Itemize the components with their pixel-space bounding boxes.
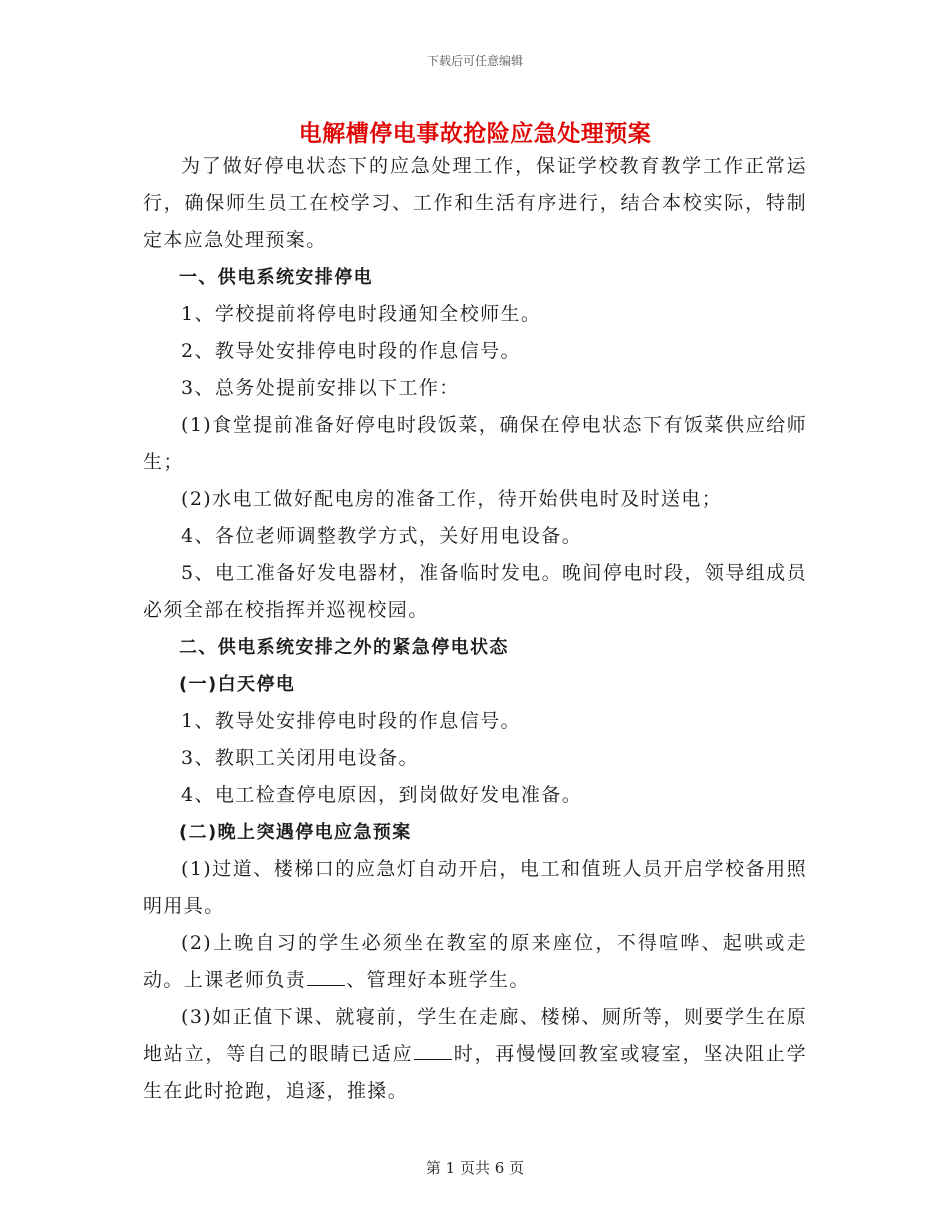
list-item: (1)过道、楼梯口的应急灯自动开启，电工和值班人员开启学校备用照明用具。 — [143, 858, 807, 917]
document-title: 电解槽停电事故抢险应急处理预案 — [298, 120, 652, 147]
list-item: 5、电工准备好发电器材，准备临时发电。晚间停电时段，领导组成员必须全部在校指挥并巡视校园。 — [143, 562, 807, 621]
subsection-heading-day: (一)白天停电 — [179, 674, 296, 695]
paragraph-text: 、管理好本班学生。 — [346, 969, 530, 991]
list-item: (1)食堂提前准备好停电时段饭菜，确保在停电状态下有饭菜供应给师生； — [143, 414, 807, 473]
page-footer: 第 1 页共 6 页 — [425, 1159, 525, 1177]
section-heading-2: 二、供电系统安排之外的紧急停电状态 — [179, 637, 509, 658]
list-item: 3、总务处提前安排以下工作： — [181, 377, 460, 399]
list-item: 1、教导处安排停电时段的作息信号。 — [181, 710, 521, 732]
list-item: 2、教导处安排停电时段的作息信号。 — [181, 340, 521, 362]
list-item — [143, 999, 807, 1110]
fill-in-blank — [307, 967, 345, 986]
intro-paragraph: 为了做好停电状态下的应急处理工作，保证学校教育教学工作正常运行，确保师生员工在校学习、工作和生活有序进行，结合本校实际，特制定本应急处理预案。 — [143, 155, 807, 251]
paragraph-text: 时，再慢慢回教室或寝室，坚决阻止学生在此时抢跑，追逐，推搡。 — [143, 1043, 807, 1102]
paragraph-text: (3)如正值下课、就寝前，学生在走廊、楼梯、厕所等，则要学生在原地站立，等自己的眼睛已适应 — [143, 1006, 807, 1065]
document-body — [143, 148, 807, 1110]
list-item: 1、学校提前将停电时段通知全校师生。 — [181, 303, 542, 325]
paragraph-text: (2)上晚自习的学生必须坐在教室的原来座位，不得喧哗、起哄或走动。上课老师负责 — [143, 932, 807, 991]
list-item: (2)水电工做好配电房的准备工作，待开始供电时及时送电； — [181, 488, 723, 510]
list-item: 4、电工检查停电原因，到岗做好发电准备。 — [181, 784, 583, 806]
subsection-heading-evening: (二)晚上突遇停电应急预案 — [179, 822, 412, 843]
list-item: 3、教职工关闭用电设备。 — [181, 747, 419, 769]
section-heading-1: 一、供电系统安排停电 — [179, 267, 373, 288]
page-header: 下载后可任意编辑 — [426, 54, 523, 68]
list-item — [143, 925, 807, 999]
fill-in-blank — [414, 1041, 452, 1060]
list-item: 4、各位老师调整教学方式，关好用电设备。 — [181, 525, 583, 547]
